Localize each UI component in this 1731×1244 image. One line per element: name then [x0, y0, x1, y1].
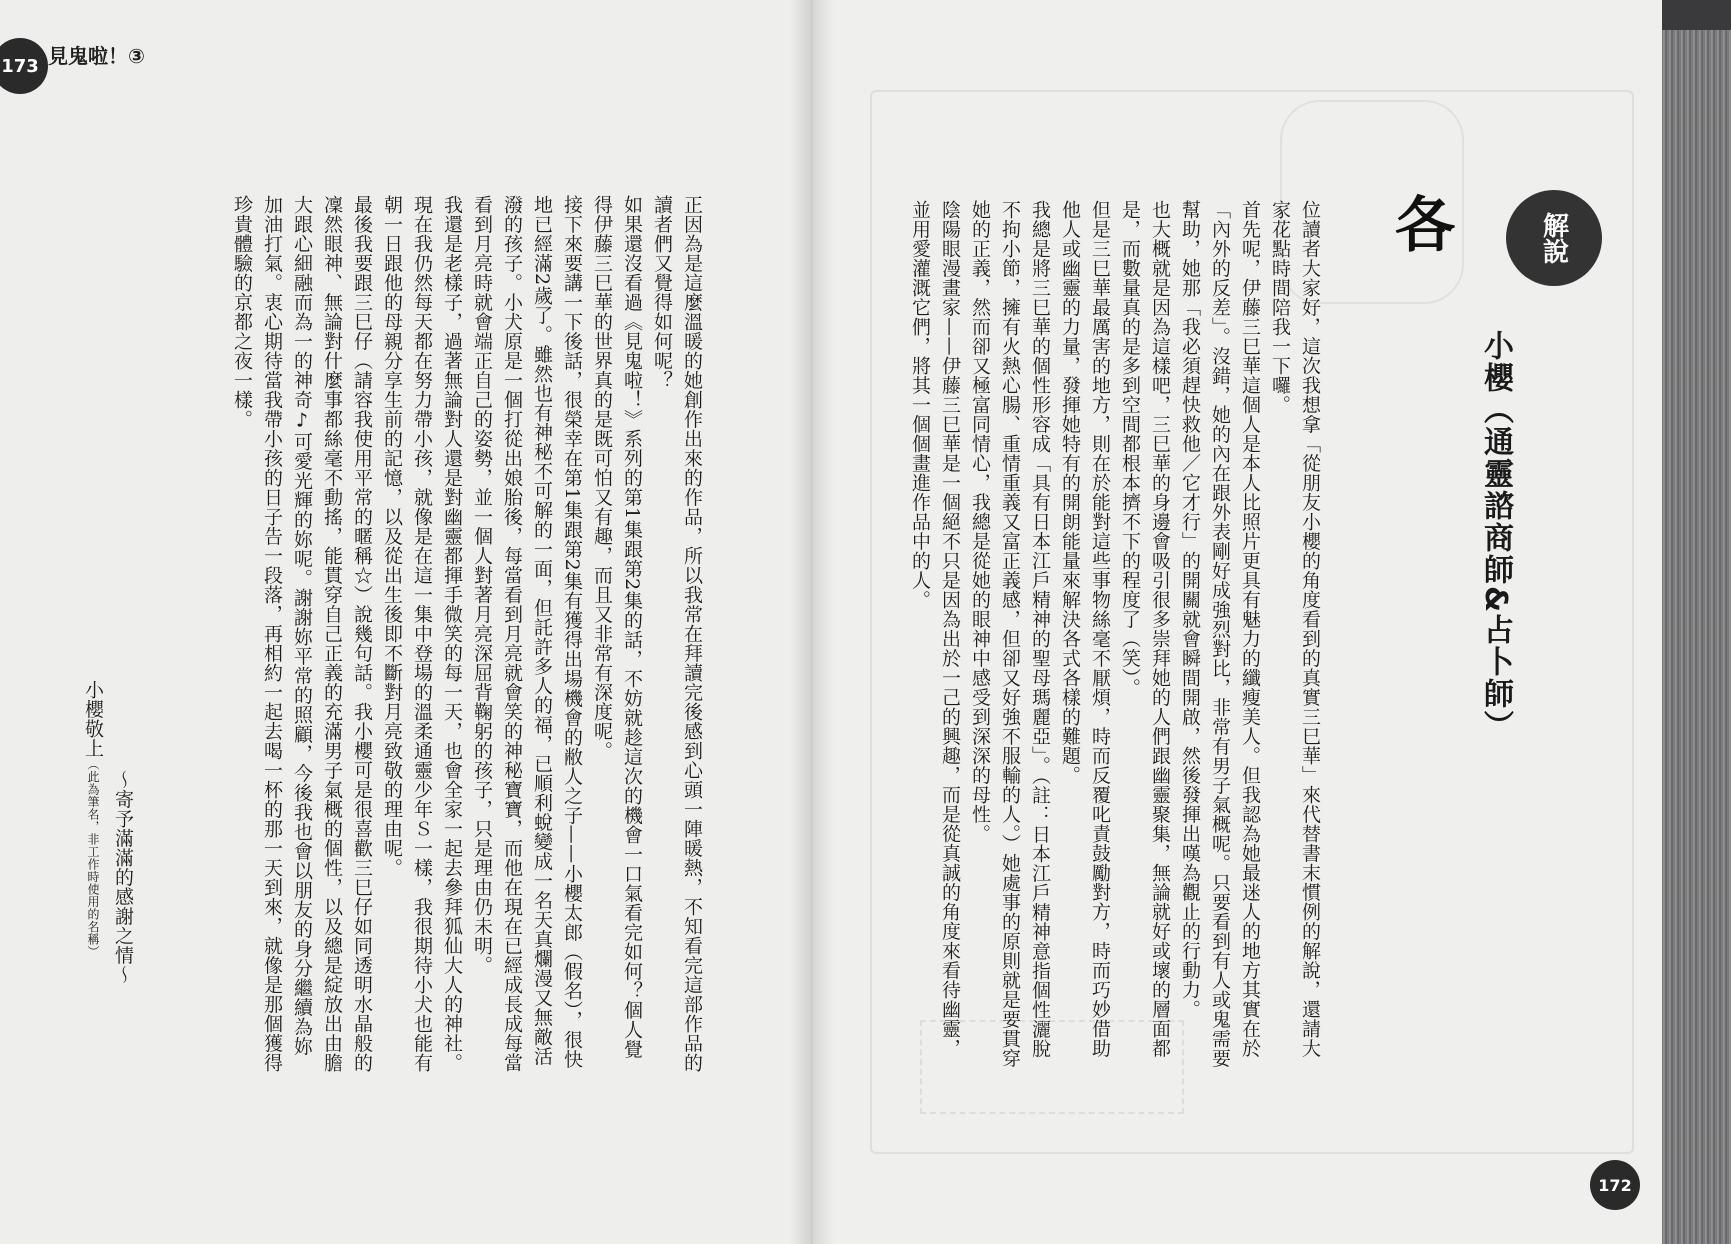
page-number-right: 172	[1590, 1160, 1640, 1210]
book-gutter	[790, 0, 834, 1244]
left-paragraph-2: 如果還沒看過《見鬼啦！》系列的第1集跟第2集的話，不妨就趁這次的機會一口氣看完如何？個人覺得伊藤三巳華的世界真的是既可怕又有趣，而且又非常有深度呢。	[591, 195, 643, 1059]
book-cover-edge	[1662, 0, 1731, 30]
left-paragraph-1: 正因為是這麼溫暖的她創作出來的作品，所以我常在拜讀完後感到心頭一陣暖熱，不知看完這部作品的讀者們又覺得如何呢？	[651, 195, 703, 1073]
signature-note: （此為筆名，非工作時使用的名稱）	[86, 758, 100, 958]
signature-name: 小櫻敬上	[82, 680, 104, 758]
right-body-text	[905, 200, 1325, 1070]
page-number-left: 173	[0, 38, 48, 94]
right-paragraph-2: 首先呢，伊藤三巳華這個人是本人比照片更具有魅力的纖瘦美人。但我認為她最迷人的地方其實在於「內外的反差」。沒錯，她的內在跟外表剛好成強烈對比，非常有男子氣概呢。只要看到有人或鬼需要幫助，她那「我必須趕快救他／它才行」的開關就會瞬間開啟，然後發揮出嘆為觀止的行動力。	[1179, 200, 1261, 1068]
left-paragraph-4: 我還是老樣子，過著無論對人還是對幽靈都揮手微笑的每一天，也會全家一起去參拜狐仙大人的神社。現在我仍然每天都在努力帶小孩，就像是在這一集中登場的溫柔通靈少年Ｓ一樣，我很期待小犬也能有朝一日跟他的母親分享生前的記憶，以及從出生後即不斷對月亮致敬的理由呢。	[381, 195, 463, 1073]
closing-line: ～寄予滿滿的感謝之情～	[112, 770, 134, 985]
section-badge: 解說	[1506, 190, 1602, 286]
drop-cap: 各	[1395, 191, 1455, 261]
series-title: 見鬼啦！③	[48, 44, 145, 68]
right-paragraph-6: 陰陽眼漫畫家——伊藤三巳華是一個絕不只是因為出於一己的興趣，而是從真誠的角度來看待幽靈，並用愛灌溉它們，將其一個個畫進作品中的人。	[909, 200, 961, 1058]
right-paragraph-4: 但是三巳華最厲害的地方，則在於能對這些事物絲毫不厭煩，時而反覆叱責鼓勵對方，時而巧妙借助他人或幽靈的力量，發揮她特有的開朗能量來解決各式各樣的難題。	[1059, 200, 1111, 1058]
left-paragraph-5: 最後我要跟三巳仔（請容我使用平常的暱稱☆）說幾句話。我小櫻可是很喜歡三巳仔如同透明水晶般的凜然眼神、無論對什麼事都絲毫不動搖，能貫穿自己正義的充滿男子氣概的個性，以及總是綻放出由膽大跟心細融而為一的神奇♪可愛光輝的妳呢。謝謝妳平常的照顧，今後我也會以朋友的身分繼續為妳加油打氣。衷心期待當我帶小孩的日子告一段落，再相約一起去喝一杯的那一天到來，就像是那個獲得珍貴體驗的京都之夜一樣。	[231, 195, 373, 1073]
right-paragraph-3: 也大概就是因為這樣吧，三巳華的身邊會吸引很多崇拜她的人們跟幽靈聚集，無論就好或壞的層面都是，而數量真的是多到空間都根本擠不下的程度了（笑）。	[1119, 200, 1171, 1058]
right-paragraph-1: 位讀者大家好，這次我想拿「從朋友小櫻的角度看到的真實三巳華」來代替書末慣例的解說，還請大家花點時間陪我一下囉。	[1269, 200, 1321, 1058]
signature	[78, 680, 108, 1140]
right-paragraph-5: 我總是將三巳華的個性形容成「具有日本江戶精神的聖母瑪麗亞」。（註：日本江戶精神意指個性灑脫不拘小節，擁有火熱心腸、重情重義又富正義感，但卻又好強不服輸的人。）她處事的原則就是要貫穿她的正義，然而卻又極富同情心，我總是從她的眼神中感受到深深的母性。	[969, 200, 1051, 1068]
author-title: 小櫻（通靈諮商師&占卜師）	[1478, 330, 1513, 743]
left-paragraph-3: 接下來要講一下後話，很榮幸在第1集跟第2集有獲得出場機會的敝人之子——小櫻太郎（假名），很快地已經滿2歲了。雖然也有神秘不可解的一面，但託許多人的福，已順利蛻變成一名天真爛漫又無敵活潑的孩子。小犬原是一個打從出娘胎後，每當看到月亮就會笑的神秘寶寶，而他在現在已經成長成每當看到月亮時就會端正自己的姿勢，並一個人對著月亮深屈背鞠躬的孩子，只是理由仍未明。	[471, 195, 583, 1073]
book-page-edges	[1662, 0, 1731, 1244]
left-page	[0, 0, 813, 1244]
left-body-text	[227, 195, 707, 1075]
